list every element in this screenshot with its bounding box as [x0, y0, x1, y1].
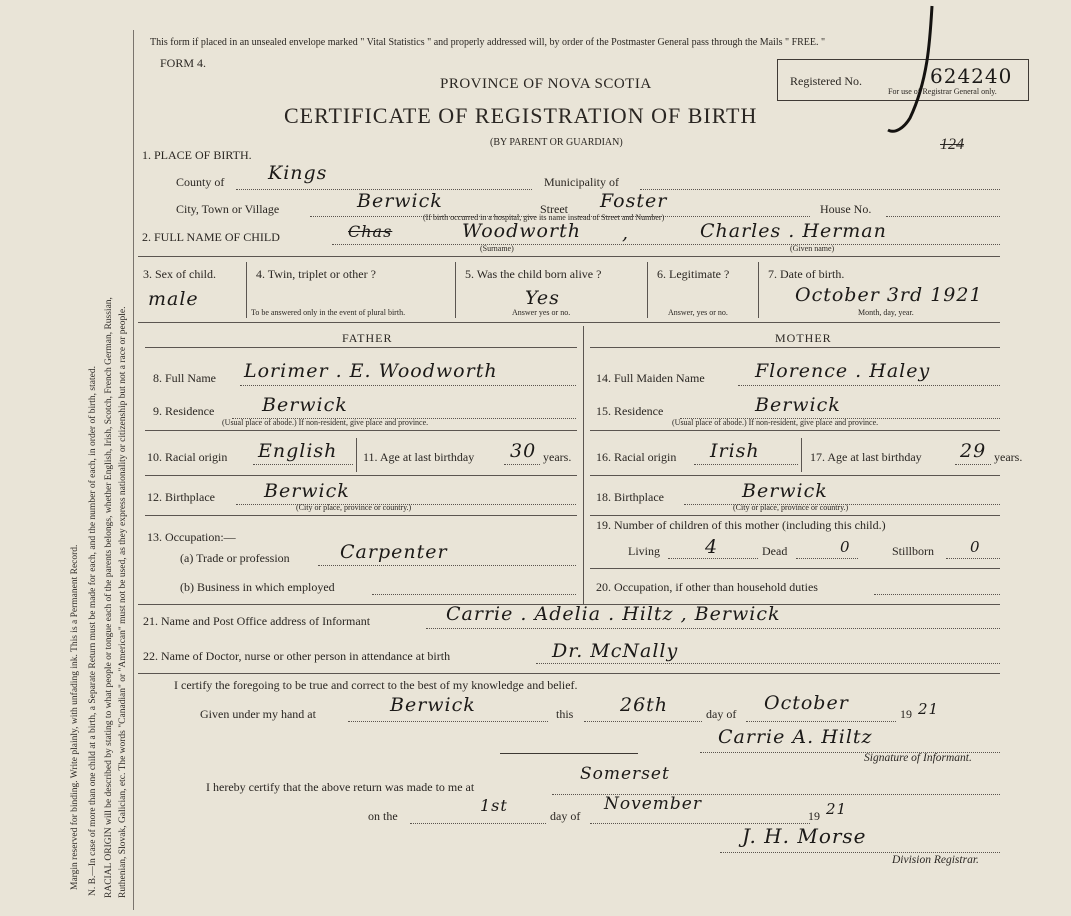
living-label: Living	[628, 544, 660, 558]
house-number-label: House No.	[820, 202, 872, 216]
cert-month-value: October	[764, 692, 849, 714]
registrar-signature-label: Division Registrar.	[892, 854, 979, 866]
cert-year-value: 21	[918, 700, 940, 718]
place-of-birth-label: 1. PLACE OF BIRTH.	[142, 148, 252, 162]
certificate-title: CERTIFICATE OF REGISTRATION OF BIRTH	[284, 103, 758, 128]
province-heading: PROVINCE OF NOVA SCOTIA	[440, 76, 652, 92]
street-label: Street	[540, 202, 568, 216]
margin-note-1: Margin reserved for binding. Write plainly, with unfading ink. This is a Permanent Record.	[70, 544, 80, 890]
dead-value: 0	[840, 538, 851, 556]
doctor-label: 22. Name of Doctor, nurse or other person in attendance at birth	[143, 649, 451, 663]
certification-statement: I certify the foregoing to be true and correct to the best of my knowledge and belief.	[174, 678, 578, 692]
given-name-note: (Given name)	[790, 244, 835, 253]
father-residence-note: (Usual place of abode.) If non-resident, give place and province.	[222, 418, 429, 427]
mailing-notice: This form if placed in an unsealed envelope marked " Vital Statistics " and properly addressed will, by order of the Postmaster General pass through the Mails " FREE. "	[150, 37, 826, 48]
mother-name-value: Florence . Haley	[755, 360, 931, 382]
father-age-label: 11. Age at last birthday	[363, 450, 475, 464]
doctor-value: Dr. McNally	[552, 640, 679, 662]
child-surname: Woodworth	[462, 220, 581, 242]
margin-note-3: RACIAL ORIGIN will be described by stating to what people or tongue each of the parents belongs, whether English, Irish, Scotch, French German, Russian,	[104, 297, 114, 898]
legitimate-label: 6. Legitimate ?	[657, 267, 730, 281]
registrar-statement: I hereby certify that the above return was made to me at	[206, 780, 475, 794]
registrar-place-value: Somerset	[580, 764, 670, 784]
child-name-label: 2. FULL NAME OF CHILD	[142, 230, 280, 244]
mother-heading: MOTHER	[775, 331, 832, 345]
registrar-year-prefix: 19	[808, 809, 820, 823]
cert-day-of-label: day of	[706, 707, 737, 721]
mother-birthplace-value: Berwick	[742, 480, 828, 502]
father-racial-value: English	[258, 440, 338, 462]
stillborn-value: 0	[970, 538, 981, 556]
sex-value: male	[148, 288, 199, 310]
hospital-note: (If birth occurred in a hospital, give its name instead of Street and Number)	[423, 213, 665, 222]
twin-label: 4. Twin, triplet or other ?	[256, 267, 376, 281]
informant-signature-label: Signature of Informant.	[864, 752, 972, 764]
living-value: 4	[705, 536, 719, 558]
father-occupation-label: 13. Occupation:—	[147, 530, 236, 544]
sex-label: 3. Sex of child.	[143, 267, 216, 281]
father-name-label: 8. Full Name	[153, 371, 216, 385]
informant-value: Carrie . Adelia . Hiltz , Berwick	[446, 603, 781, 625]
mother-residence-value: Berwick	[755, 394, 841, 416]
municipality-label: Municipality of	[544, 175, 619, 189]
margin-note-4: Ruthenian, Slovak, Galician, etc. The words "Canadian" or "American" must not be used, as they express nationality or citizenship but not a race or people.	[118, 306, 128, 898]
father-birthplace-label: 12. Birthplace	[147, 490, 215, 504]
birth-date-value: October 3rd 1921	[795, 284, 983, 306]
margin-border	[133, 30, 134, 910]
mother-age-label: 17. Age at last birthday	[810, 450, 922, 464]
this-label: this	[556, 707, 574, 721]
mother-residence-label: 15. Residence	[596, 404, 664, 418]
struck-number: 124	[940, 136, 964, 153]
alive-value: Yes	[525, 287, 560, 309]
father-birthplace-value: Berwick	[264, 480, 350, 502]
mother-racial-value: Irish	[710, 440, 760, 462]
child-comma: ,	[622, 222, 630, 244]
cert-year-prefix: 19	[900, 707, 912, 721]
mother-racial-label: 16. Racial origin	[596, 450, 677, 464]
city-label: City, Town or Village	[176, 202, 280, 216]
registered-number: 624240	[930, 64, 1013, 88]
child-struck-name: Chas	[348, 222, 393, 241]
mother-years: years.	[994, 450, 1023, 464]
father-years: years.	[543, 450, 572, 464]
registrar-month-value: November	[604, 794, 702, 814]
mother-children-label: 19. Number of children of this mother (including this child.)	[596, 518, 886, 532]
form-number: FORM 4.	[160, 56, 207, 70]
mother-age-value: 29	[960, 440, 987, 462]
father-business-label: (b) Business in which employed	[180, 580, 335, 594]
mother-birthplace-note: (City or place, province or country.)	[733, 503, 849, 512]
father-residence-value: Berwick	[262, 394, 348, 416]
given-under-label: Given under my hand at	[200, 707, 316, 721]
county-label: County of	[176, 175, 225, 189]
registrar-signature: J. H. Morse	[742, 824, 867, 848]
registrar-year-value: 21	[826, 800, 848, 818]
birth-date-note: Month, day, year.	[858, 308, 914, 317]
twin-note: To be answered only in the event of plural birth.	[251, 308, 406, 317]
informant-signature: Carrie A. Hiltz	[718, 726, 873, 748]
registrar-on-the-label: on the	[368, 809, 398, 823]
margin-note-2: N. B.—In case of more than one child at a birth, a Separate Return must be made for each, and the number of each, in order of birth, stated.	[88, 366, 98, 896]
father-age-value: 30	[510, 440, 537, 462]
given-place-value: Berwick	[390, 694, 476, 716]
certificate-subtitle: (BY PARENT OR GUARDIAN)	[490, 137, 623, 148]
dead-label: Dead	[762, 544, 788, 558]
surname-note: (Surname)	[480, 244, 514, 253]
parents-divider	[583, 326, 584, 604]
mother-occupation-label: 20. Occupation, if other than household duties	[596, 580, 818, 594]
registrar-day-value: 1st	[480, 796, 508, 815]
city-value: Berwick	[357, 190, 443, 212]
mother-name-label: 14. Full Maiden Name	[596, 371, 705, 385]
cert-day-value: 26th	[620, 694, 669, 716]
registrar-note: For use of Registrar General only.	[888, 87, 997, 96]
informant-label: 21. Name and Post Office address of Informant	[143, 614, 371, 628]
county-value: Kings	[268, 162, 328, 184]
mother-birthplace-label: 18. Birthplace	[596, 490, 664, 504]
registrar-pen-stroke	[880, 0, 950, 150]
father-heading: FATHER	[342, 331, 393, 345]
father-racial-label: 10. Racial origin	[147, 450, 228, 464]
father-trade-label: (a) Trade or profession	[180, 551, 290, 565]
stillborn-label: Stillborn	[892, 544, 935, 558]
street-value: Foster	[600, 190, 668, 212]
birth-date-label: 7. Date of birth.	[768, 267, 845, 281]
alive-note: Answer yes or no.	[512, 308, 571, 317]
alive-label: 5. Was the child born alive ?	[465, 267, 602, 281]
legitimate-note: Answer, yes or no.	[668, 308, 728, 317]
mother-residence-note: (Usual place of abode.) If non-resident, give place and province.	[672, 418, 879, 427]
father-name-value: Lorimer . E. Woodworth	[244, 360, 498, 382]
father-birthplace-note: (City or place, province or country.)	[296, 503, 412, 512]
father-residence-label: 9. Residence	[153, 404, 215, 418]
father-trade-value: Carpenter	[340, 541, 448, 563]
child-given-name: Charles . Herman	[700, 220, 887, 242]
registrar-day-of-label: day of	[550, 809, 581, 823]
registered-label: Registered No.	[790, 74, 862, 88]
